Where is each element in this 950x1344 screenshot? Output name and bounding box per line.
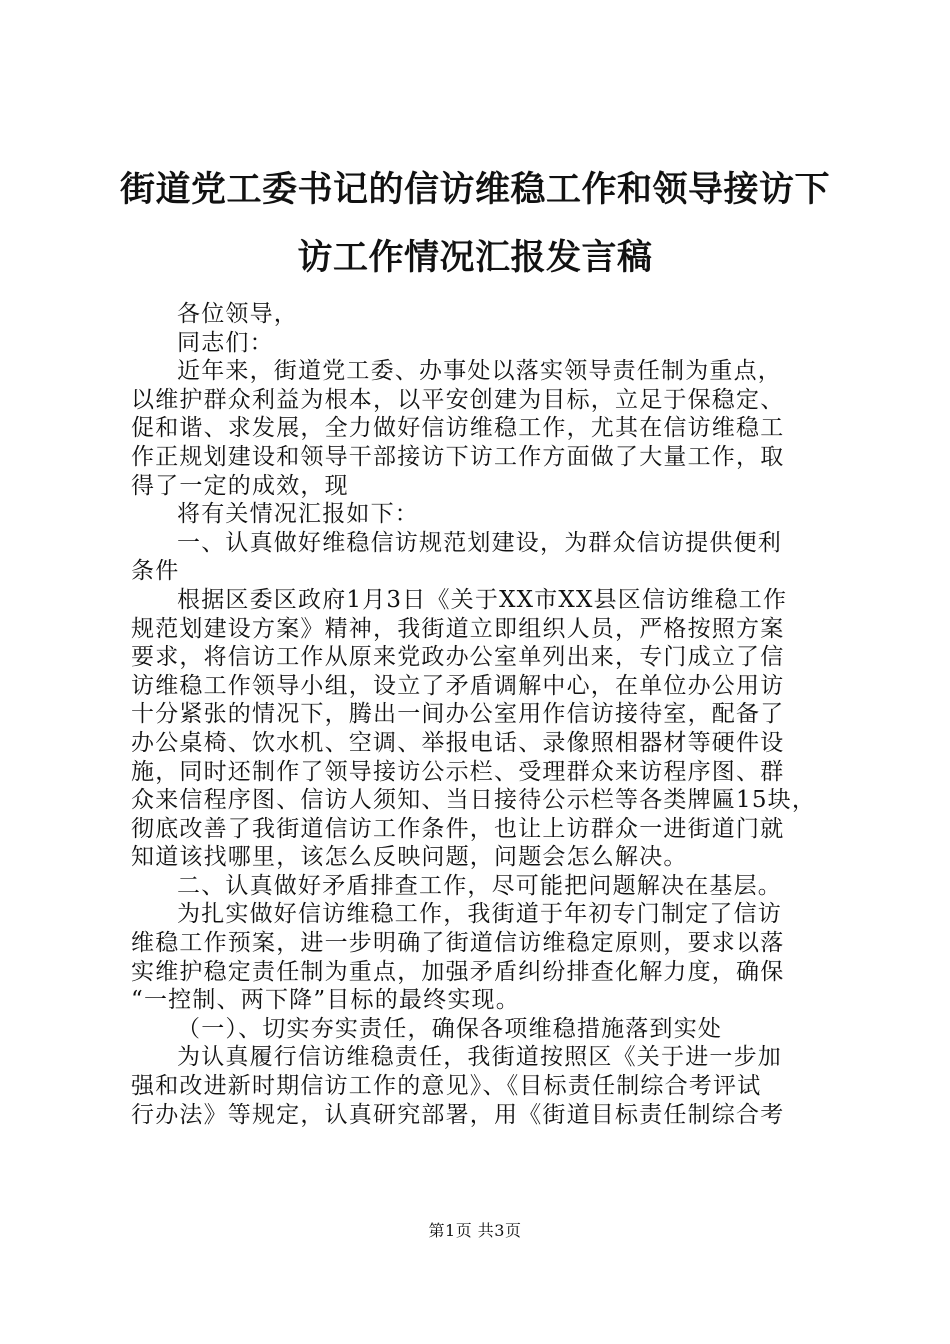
body-text-line: 得了一定的成效，现 <box>131 472 349 499</box>
body-text-line: 十分紧张的情况下，腾出一间办公室用作信访接待室，配备了 <box>131 701 785 728</box>
body-text-line: 施，同时还制作了领导接访公示栏、受理群众来访程序图、群 <box>131 758 785 785</box>
body-text-line: “一控制、两下降”目标的最终实现。 <box>131 987 520 1014</box>
body-text-line: 行办法》等规定，认真研究部署，用《街道目标责任制综合考 <box>131 1101 785 1128</box>
page-footer: 第1页 共3页 <box>428 1221 522 1240</box>
body-text-line: 知道该找哪里，该怎么反映问题，问题会怎么解决。 <box>131 844 688 871</box>
body-text-line: 近年来，街道党工委、办事处以落实领导责任制为重点， <box>177 358 782 385</box>
body-text-line: 众来信程序图、信访人须知、当日接待公示栏等各类牌匾15块， <box>131 787 817 814</box>
body-text-line: 作正规划建设和领导干部接访下访工作方面做了大量工作，取 <box>131 443 785 470</box>
body-text-line: 要求，将信访工作从原来党政办公室单列出来，专门成立了信 <box>131 644 785 671</box>
body-text-line: 一、认真做好维稳信访规范划建设，为群众信访提供便利 <box>177 529 782 556</box>
body-text-line: 二、认真做好矛盾排查工作，尽可能把问题解决在基层。 <box>177 872 782 899</box>
title-line-2: 访工作情况汇报发言稿 <box>297 238 653 278</box>
document-title <box>100 156 850 292</box>
body-text-line: 维稳工作预案，进一步明确了街道信访维稳定原则，要求以落 <box>131 930 785 957</box>
body-text-line: 强和改进新时期信访工作的意见》、《目标责任制综合考评试 <box>131 1073 762 1100</box>
body-text-line: 彻底改善了我街道信访工作条件，也让上访群众一进街道门就 <box>131 815 785 842</box>
document-body <box>131 300 831 1129</box>
body-text-line: 访维稳工作领导小组，设立了矛盾调解中心，在单位办公用访 <box>131 672 785 699</box>
body-text-line: 为认真履行信访维稳责任，我街道按照区《关于进一步加 <box>177 1044 782 1071</box>
body-text-line: 将有关情况汇报如下： <box>177 501 419 528</box>
body-text-line: 条件 <box>131 558 180 585</box>
body-text-line: 以维护群众利益为根本，以平安创建为目标，立足于保稳定、 <box>131 386 785 413</box>
body-text-line: （一）、切实夯实责任，确保各项维稳措施落到实处 <box>177 1015 723 1042</box>
body-text-line: 办公桌椅、饮水机、空调、举报电话、录像照相器材等硬件设 <box>131 729 785 756</box>
body-text-line: 规范划建设方案》精神，我街道立即组织人员，严格按照方案 <box>131 615 785 642</box>
body-text-line: 实维护稳定责任制为重点，加强矛盾纠纷排查化解力度，确保 <box>131 958 785 985</box>
body-text-line: 为扎实做好信访维稳工作，我街道于年初专门制定了信访 <box>177 901 782 928</box>
body-text-line: 同志们： <box>177 329 274 356</box>
body-text-line: 促和谐、求发展，全力做好信访维稳工作，尤其在信访维稳工 <box>131 415 785 442</box>
body-text-line: 根据区委区政府1月3日《关于XX市XX县区信访维稳工作 <box>177 586 788 613</box>
body-text-line: 各位领导， <box>177 301 298 327</box>
title-line-1: 街道党工委书记的信访维稳工作和领导接访下 <box>119 170 830 210</box>
